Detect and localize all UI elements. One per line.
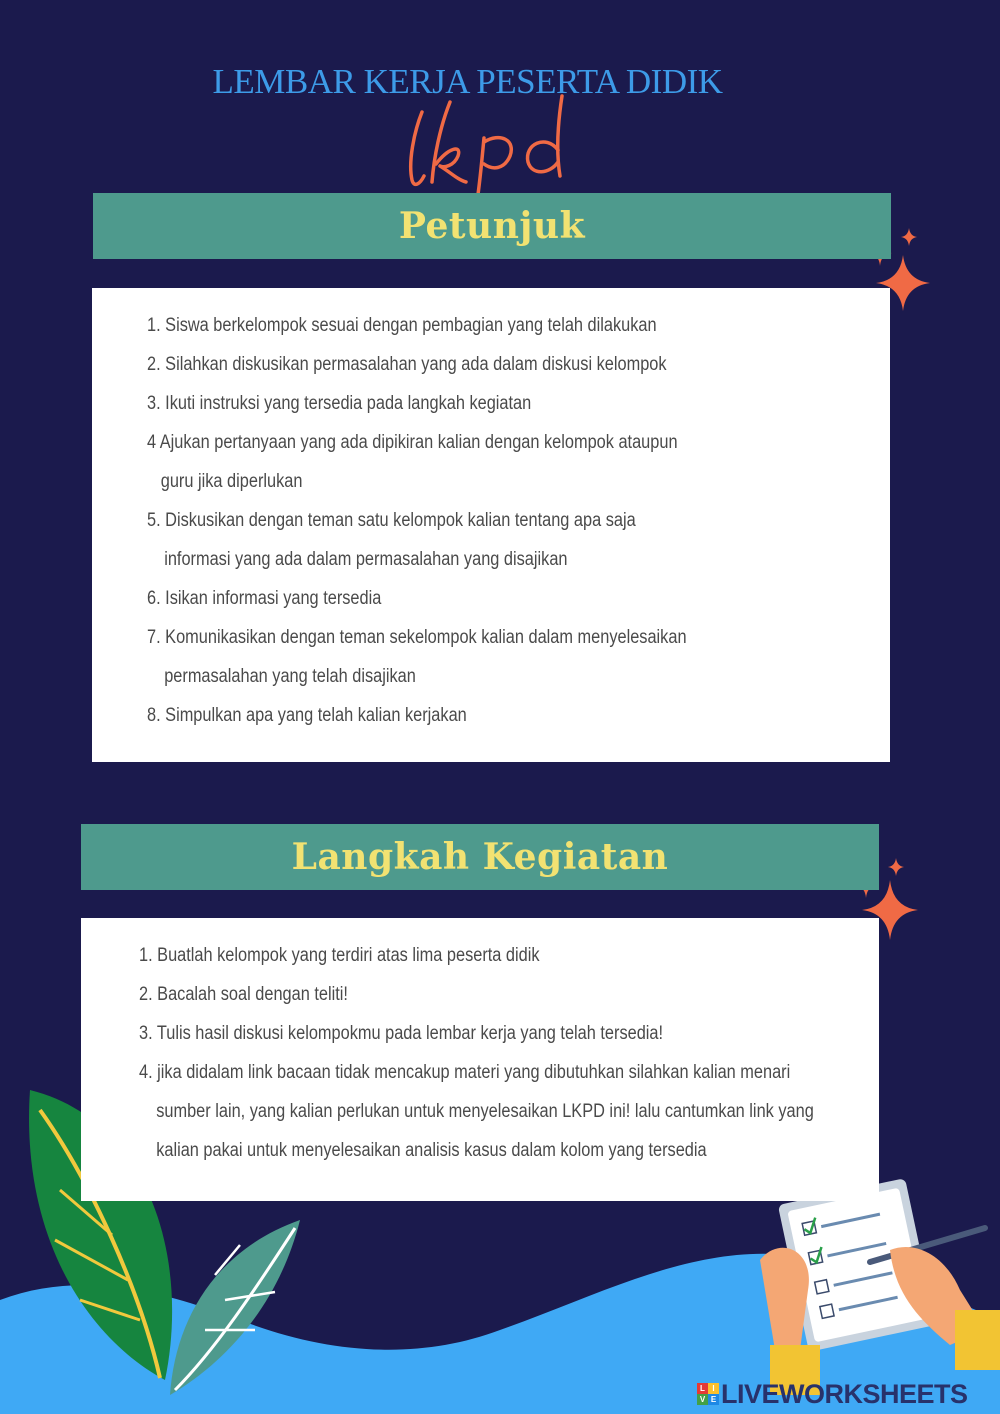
list-item: 4 Ajukan pertanyaan yang ada dipikiran kalian dengan kelompok ataupun [147,432,678,453]
langkah-banner [81,824,879,890]
liveworksheets-logo-icon: L I V E [697,1383,719,1405]
list-item: 7. Komunikasikan dengan teman sekelompok kalian dalam menyelesaikan [147,627,687,648]
list-item: 1. Siswa berkelompok sesuai dengan pembagian yang telah dilakukan [147,315,657,336]
langkah-card [81,918,879,1201]
list-item: 1. Buatlah kelompok yang terdiri atas lima peserta didik [139,945,540,966]
liveworksheets-watermark[interactable] [697,1378,968,1410]
petunjuk-heading: Petunjuk [398,205,586,247]
list-item-continuation: permasalahan yang telah disajikan [164,666,416,687]
langkah-heading: Langkah Kegiatan [291,836,669,878]
list-item: 2. Silahkan diskusikan permasalahan yang ada dalam diskusi kelompok [147,354,667,375]
list-item: 3. Ikuti instruksi yang tersedia pada langkah kegiatan [147,393,532,414]
list-item: 5. Diskusikan dengan teman satu kelompok kalian tentang apa saja [147,510,636,531]
petunjuk-card [92,288,890,762]
list-item: 3. Tulis hasil diskusi kelompokmu pada lembar kerja yang telah tersedia! [139,1023,664,1044]
list-item-continuation: sumber lain, yang kalian perlukan untuk menyelesaikan LKPD ini! lalu cantumkan link yang [156,1101,814,1122]
list-item: 2. Bacalah soal dengan teliti! [139,984,348,1005]
list-item: 4. jika didalam link bacaan tidak mencakup materi yang dibutuhkan silahkan kalian menari [139,1062,791,1083]
page-title: LEMBAR KERJA PESERTA DIDIK [212,62,723,101]
list-item-continuation: kalian pakai untuk menyelesaikan analisis kasus dalam kolom yang tersedia [156,1140,707,1161]
list-item-continuation: guru jika diperlukan [160,471,303,492]
petunjuk-list [147,306,847,735]
list-item: 6. Isikan informasi yang tersedia [147,588,382,609]
petunjuk-banner [93,193,891,259]
list-item-continuation: informasi yang ada dalam permasalahan yang disajikan [164,549,568,570]
list-item: 8. Simpulkan apa yang telah kalian kerjakan [147,705,467,726]
watermark-text: LIVEWORKSHEETS [721,1378,968,1409]
langkah-list [139,936,869,1170]
